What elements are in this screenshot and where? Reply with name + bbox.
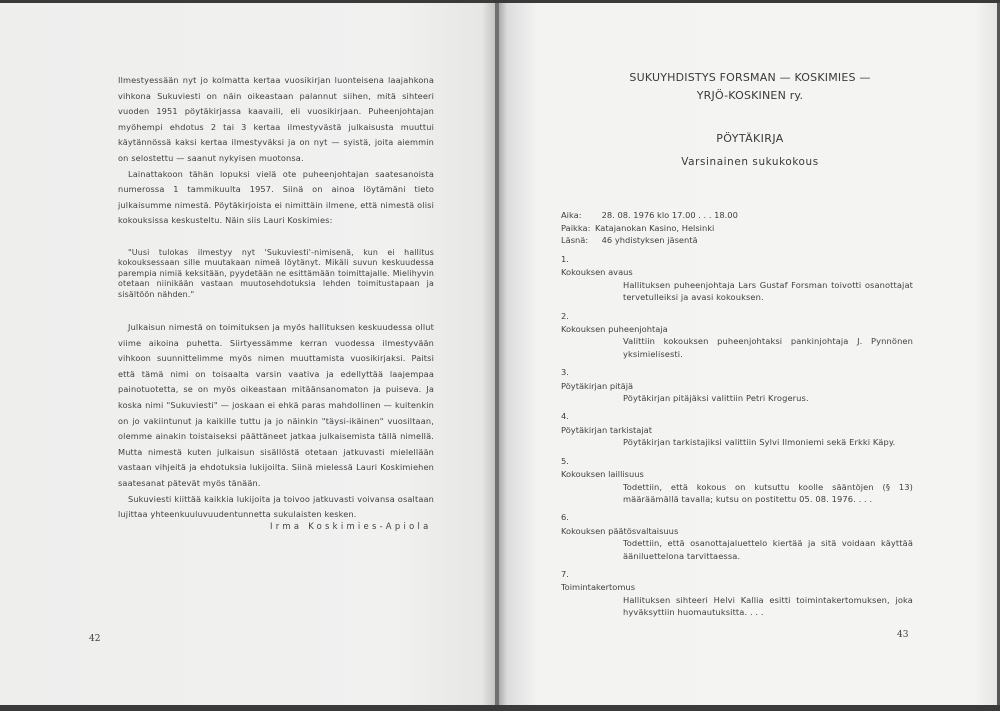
agenda-item [561,568,913,619]
meta-row-time [561,209,901,222]
document-subheading: Varsinainen sukukokous [681,156,819,168]
item-text: Todettiin, että osanottajaluettelo kiertää ja sitä voidaan käyttää ääniluettelona tarvittaessa. [623,538,913,561]
item-title: Kokouksen laillisuus [561,469,644,480]
item-title: Toimintakertomus [561,582,636,593]
item-title: Pöytäkirjan pitäjä [561,380,634,391]
meta-value: 28. 08. 1976 klo 17.00 . . . 18.00 [601,210,738,220]
item-number: 1. [561,254,569,264]
association-title [560,69,940,105]
item-title: Kokouksen avaus [561,267,633,278]
item-title: Kokouksen puheenjohtaja [561,324,668,335]
agenda-item [561,410,913,448]
item-text: Valittiin kokouksen puheenjohtaksi pankinjohtaja J. Pynnönen yksimielisesti. [623,336,913,359]
title-line-1: SUKUYHDISTYS FORSMAN — KOSKIMIES — [629,71,871,84]
item-title: Pöytäkirjan tarkistajat [561,424,652,435]
meta-label: Aika: [561,210,582,220]
meta-label: Läsnä: [561,235,589,246]
block-quote: "Uusi tulokas ilmestyy nyt 'Sukuviesti'-nimisenä, kun ei hallitus kokouksessaan sille muutakaan nimeä löytänyt. Mikäli suvun keskuudessa parempia nimiä keksitään, pyydetään ne esittämään toimittajalle. Mielihyvin otetaan niinikään vastaan muutosehdotuksia lehden toimitustapaan ja sisältöön nähden." [118,247,434,299]
item-number: 7. [561,568,569,579]
book-spread [0,3,1000,705]
item-number: 2. [561,310,569,321]
item-text: Pöytäkirjan tarkistajiksi valittiin Sylvi Ilmoniemi sekä Erkki Käpy. [623,437,896,448]
item-text: Hallituksen sihteeri Helvi Kallia esitti toimintakertomuksen, joka hyväksyttiin huomautuksitta. . . . [623,594,913,618]
meeting-details [561,209,901,247]
item-text: Pöytäkirjan pitäjäksi valittiin Petri Krogerus. [623,393,809,404]
title-line-2: YRJÖ-KOSKINEN ry. [696,89,804,102]
meta-value: 46 yhdistyksen jäsentä [601,235,698,246]
book-gutter [495,3,499,705]
paragraph: Sukuviesti kiittää kaikkia lukijoita ja toivoo jatkuvasti voivansa osaltaan lujittaa yhteenkuuluvuudentunnetta sukulaisten kesken. [118,493,434,520]
meta-row-attendance [561,234,901,247]
agenda-items [561,253,913,625]
page-number-left: 42 [89,634,101,644]
paragraph: Lainattakoon tähän lopuksi vielä ote puheenjohtajan saatesanoista numerossa 1 tammikuulta 1957. Siinä on ainoa löytämäni tieto julkaisumme nimestä. Pöytäkirjoista ei nimittäin ilmene, että nimestä olisi kokouksissa keskusteltu. Näin siis Lauri Koskimies: [118,168,434,226]
paragraph: Julkaisun nimestä on toimituksen ja myös hallituksen keskuudessa ollut viime aikoina puhetta. Siirtyessämme kerran vuodessa ilmestyvään vihkoon suunnittelimme myös nimen muuttamista vuosikirjaksi. Paitsi että tämä nimi on toisaalta varsin vaativa ja edellyttää laajempaa painotuotetta, se on myös oikeastaan mitäänsanomaton ja puiseva. Ja koska nimi "Sukuviesti" — joskaan ei ehkä paras mahdollinen — kuitenkin on jo vakiintunut ja kaikille tuttu ja jo näinkin "täysi-ikäinen" vuosiltaan, olemme ainakin toistaiseksi päättäneet jatkaa julkaisemista tällä nimellä. Mutta nimestä kuten julkaisun sisällöstä otetaan jatkuvasti mielellään vastaan vihjeitä ja ehdotuksia lukijoilta. Siinä mielessä Lauri Koskimiehen saatesanat pätevät myös tänään. [118,321,434,488]
document-heading: PÖYTÄKIRJA [716,132,784,145]
item-title: Kokouksen päätösvaltaisuus [561,525,679,536]
left-article [118,73,434,523]
item-number: 5. [561,455,569,466]
item-text: Hallituksen puheenjohtaja Lars Gustaf Forsman toivotti osanottajat tervetulleiksi ja avasi kokouksen. [623,279,913,303]
item-number: 6. [561,512,569,523]
agenda-item [561,310,913,361]
item-number: 4. [561,411,569,422]
agenda-item [561,253,913,304]
agenda-item [561,366,913,404]
agenda-item [561,511,913,562]
item-text: Todettiin, että kokous on kutsuttu koolle sääntöjen (§ 13) määräämällä tavalla; kutsu on postitettu 05. 08. 1976. . . . [623,481,913,504]
meta-row-place [561,222,901,235]
meta-label: Paikka: [561,222,591,233]
page-number-right: 43 [897,630,909,640]
agenda-item [561,455,913,506]
author-signature: Irma Koskimies-Apiola [270,521,432,531]
meta-value: Katajanokan Kasino, Helsinki [595,222,715,233]
item-number: 3. [561,367,569,378]
paragraph: Ilmestyessään nyt jo kolmatta kertaa vuosikirjan luonteisena laajahkona vihkona Sukuviesti on näin oikeastaan palannut siihen, mitä sihteeri vuoden 1951 pöytäkirjassa kaavaili, eli vuosikirjaan. Puheenjohtajan myöhempi ehdotus 2 tai 3 kertaa ilmestyvästä julkaisusta muuttui käytännössä kaksi kertaa ilmestyväksi ja on nyt — syistä, joita aiemmin on selostettu — saanut nykyisen muotonsa. [118,75,434,163]
